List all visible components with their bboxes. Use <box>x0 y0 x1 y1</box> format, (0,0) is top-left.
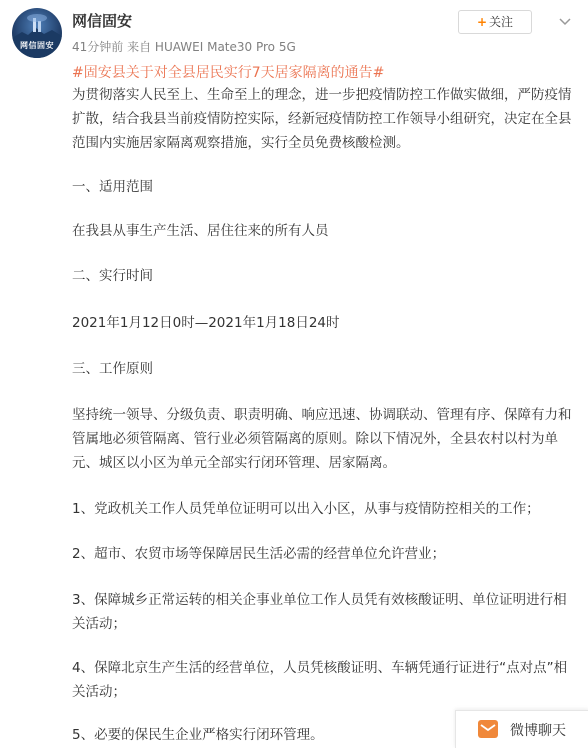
chat-label: 微博聊天 <box>510 723 566 739</box>
mail-icon <box>478 720 498 738</box>
avatar-label: 网信固安 <box>20 41 54 50</box>
avatar[interactable] <box>12 8 62 58</box>
post-meta <box>72 38 296 55</box>
list-item: 4、保障北京生产生活的经营单位，人员凭核酸证明、车辆凭通行证进行“点对点”相关活动； <box>72 660 568 700</box>
username[interactable]: 网信固安 <box>72 12 133 30</box>
post-source: 来自 HUAWEI Mate30 Pro 5G <box>127 40 296 54</box>
chat-button[interactable] <box>455 710 588 748</box>
paragraph: 坚持统一领导、分级负责、职责明确、响应迅速、协调联动、管理有序、保障有力和管属地必须管隔离、管行业必须管隔离的原则。除以下情况外，全县农村以村为单元、城区以小区为单元全部实行闭环管理、居家隔离。 <box>72 407 572 471</box>
follow-button[interactable] <box>458 10 532 34</box>
list-item: 3、保障城乡正常运转的相关企事业单位工作人员凭有效核酸证明、单位证明进行相关活动； <box>72 592 567 632</box>
section-heading: 一、适用范围 <box>72 179 153 195</box>
hashtag-link[interactable]: #固安县关于对全县居民实行7天居家隔离的通告# <box>72 65 385 81</box>
paragraph: 2021年1月12日0时—2021年1月18日24时 <box>72 315 340 331</box>
chevron-down-icon[interactable] <box>557 14 573 30</box>
section-heading: 三、工作原则 <box>72 361 153 377</box>
post-time[interactable]: 41分钟前 <box>72 40 124 54</box>
plus-icon: + <box>476 15 488 29</box>
list-item: 2、超市、农贸市场等保障居民生活必需的经营单位允许营业； <box>72 546 446 562</box>
intro-paragraph: 为贯彻落实人民至上、生命至上的理念，进一步把疫情防控工作做实做细，严防疫情扩散，结合我县当前疫情防控实际，经新冠疫情防控工作领导小组研究，决定在全县范围内实施居家隔离观察措施，实行全员免费核酸检测。 <box>72 87 572 151</box>
follow-label: 关注 <box>489 15 514 29</box>
list-item: 1、党政机关工作人员凭单位证明可以出入小区，从事与疫情防控相关的工作； <box>72 501 540 517</box>
list-item: 5、必要的保民生企业严格实行闭环管理。 <box>72 727 324 743</box>
section-heading: 二、实行时间 <box>72 268 153 284</box>
paragraph: 在我县从事生产生活、居住往来的所有人员 <box>72 223 329 239</box>
